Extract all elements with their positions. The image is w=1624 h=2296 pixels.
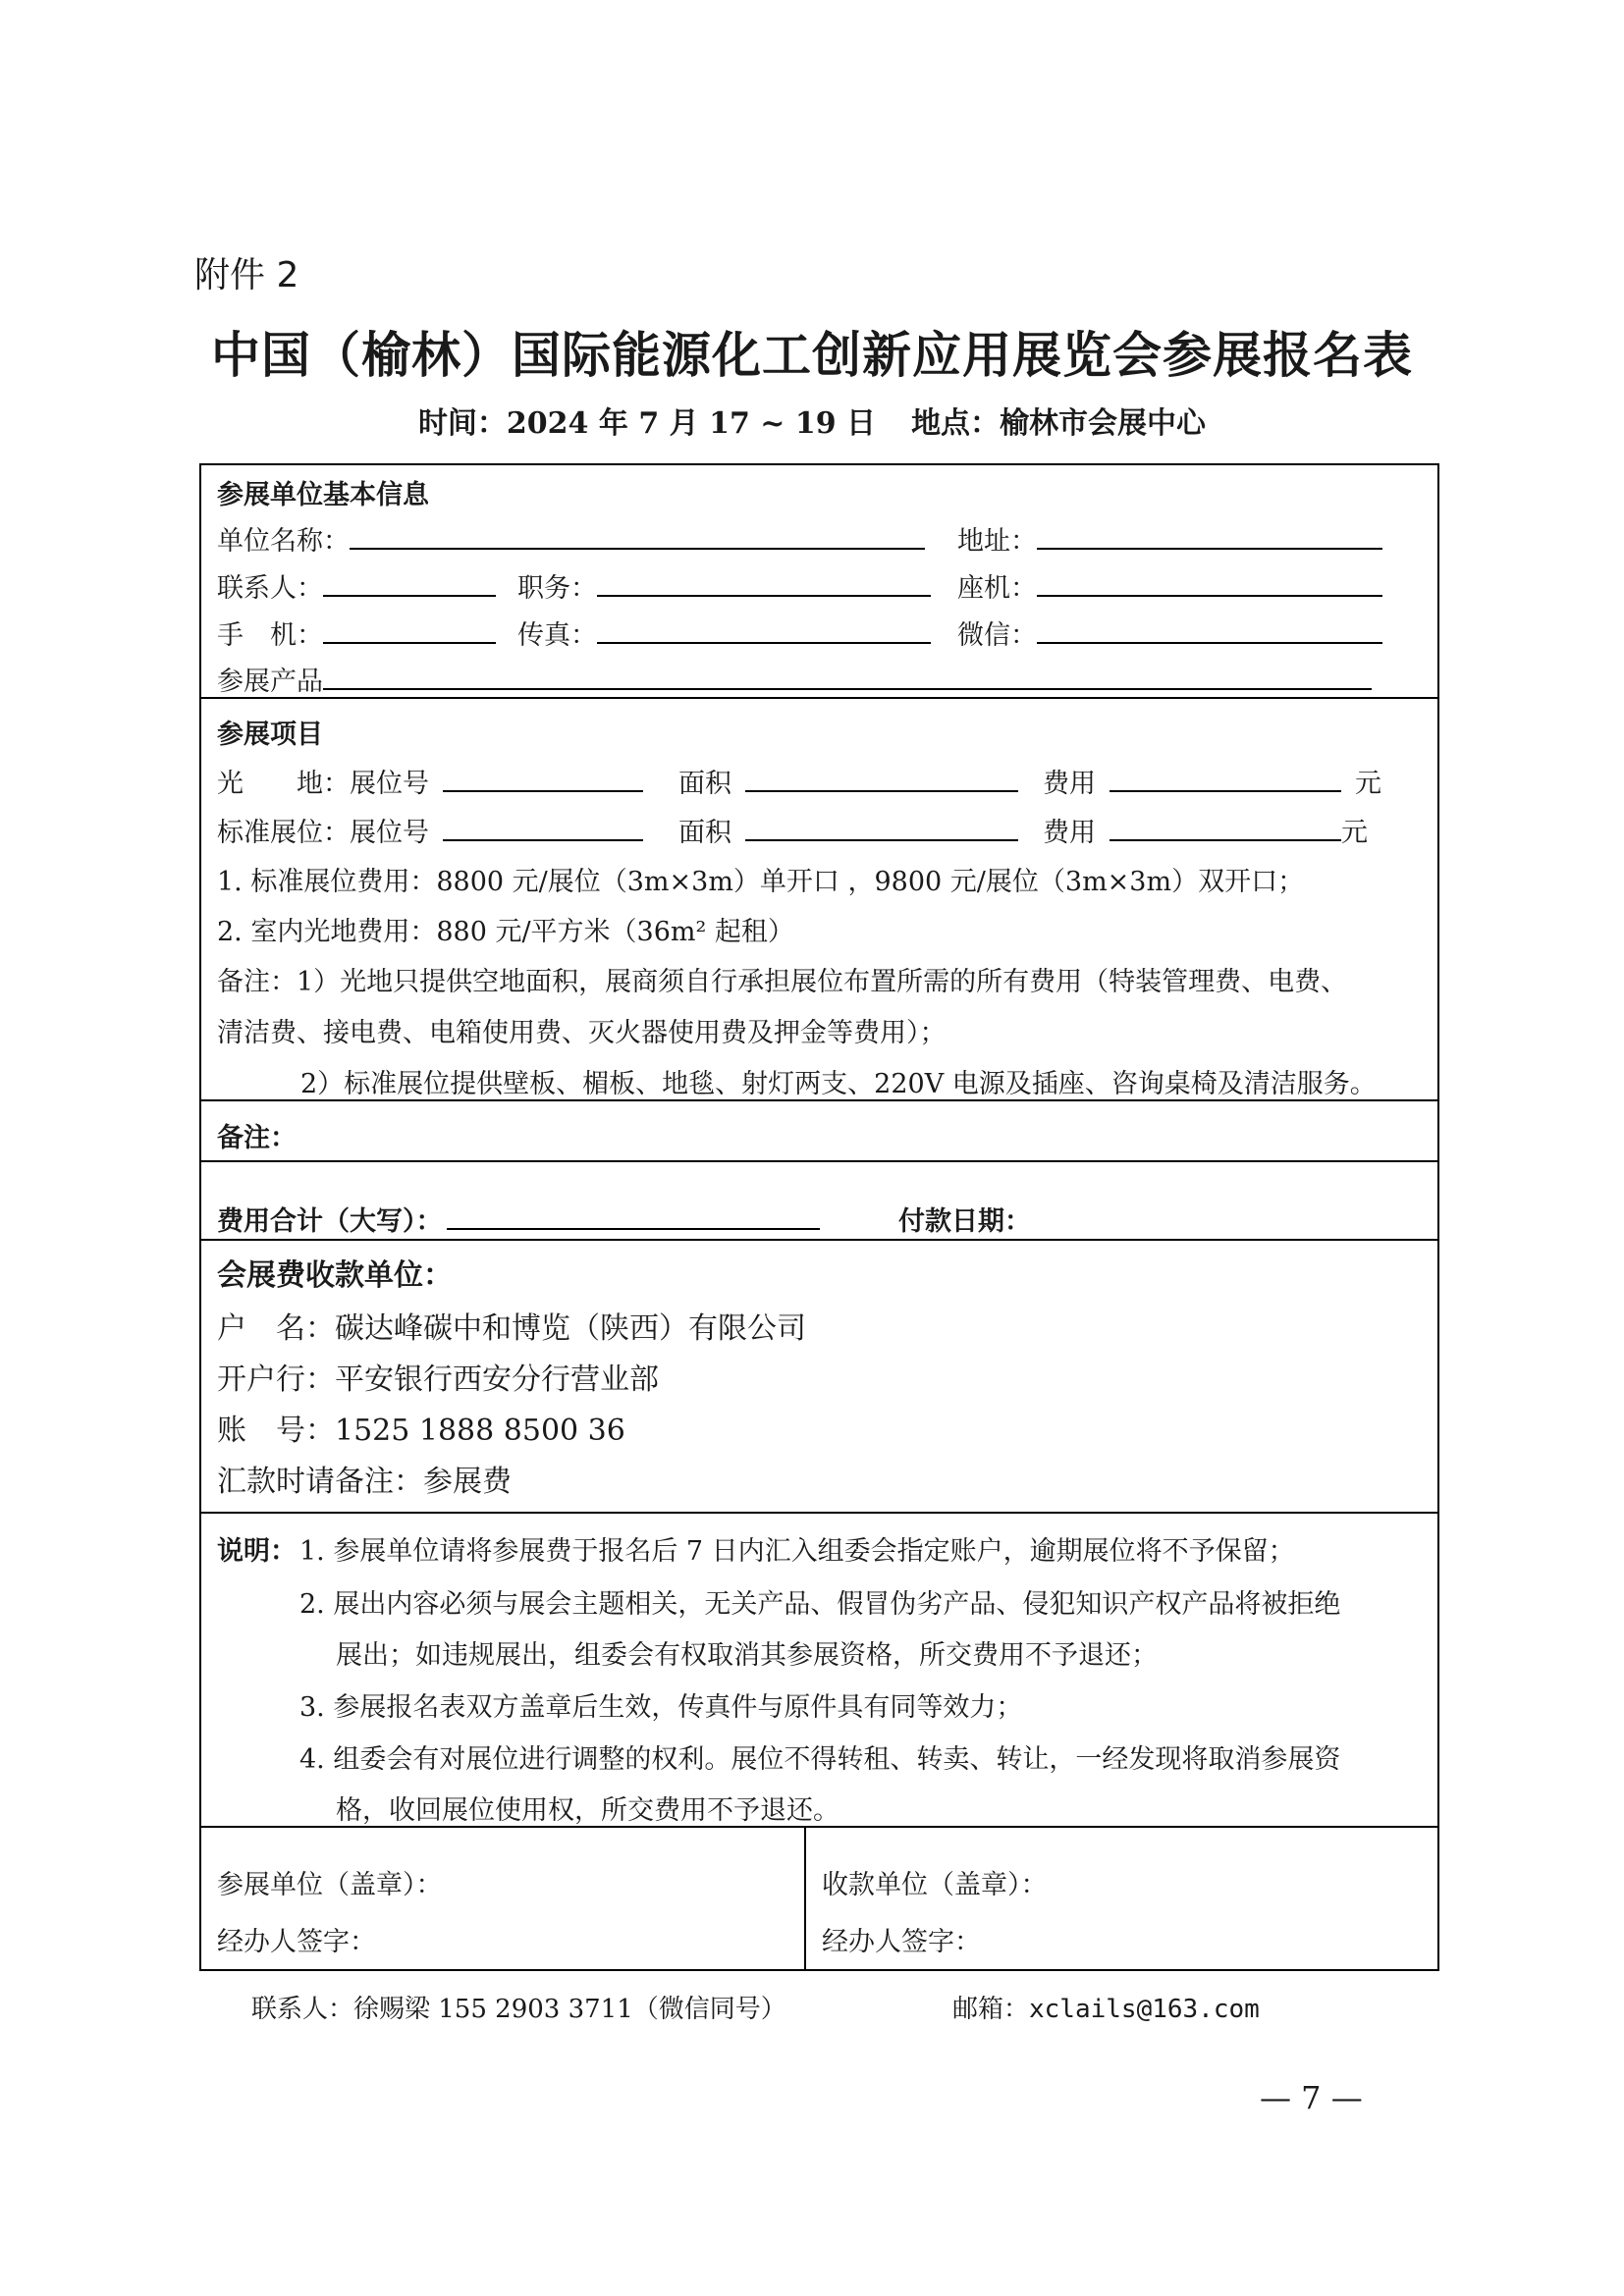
exhibitor-agent: 经办人签字： [217,1927,376,1957]
position-label: 职务： [517,573,597,604]
wechat-row [957,614,1382,652]
mobile-row [217,614,496,652]
wechat-field[interactable] [1037,618,1382,644]
standard-yuan: 元 [1341,818,1368,848]
unit-name-label: 单位名称： [217,526,350,557]
basic-info-heading: 参展单位基本信息 [217,480,429,510]
payment-date-label: 付款日期： [898,1206,1031,1237]
address-field[interactable] [1037,524,1382,550]
total-label: 费用合计（大写）： [217,1206,443,1237]
fax-field[interactable] [597,618,931,644]
raw-space-fee-label: 费用 [1043,769,1096,799]
position-field[interactable] [597,571,931,597]
raw-space-fee-field[interactable] [1110,767,1341,792]
standard-area-field[interactable] [745,816,1018,841]
standard-area-label: 面积 [678,818,731,848]
basic-info-section [201,465,1437,699]
fee-note-1: 1. 标准展位费用：8800 元/展位（3m×3m）单开口 ，9800 元/展位（3m×3m）双开口； [217,867,1305,897]
products-field[interactable] [323,665,1372,690]
standard-fee-field[interactable] [1110,816,1341,841]
remarks-section [201,1101,1437,1162]
signature-section [201,1828,1437,1969]
signature-divider [804,1828,806,1969]
landline-label: 座机： [957,573,1037,604]
instruction-3: 3. 参展报名表双方盖章后生效，传真件与原件具有同等效力； [299,1692,1023,1723]
payee-seal: 收款单位（盖章）： [822,1870,1048,1900]
address-row [957,519,1382,558]
remarks-label: 备注： [217,1123,297,1153]
unit-name-row [217,519,925,558]
remark-1b: 清洁费、接电费、电箱使用费、灭火器使用费及押金等费用）； [217,1018,947,1048]
items-section [201,699,1437,1101]
total-field[interactable] [447,1204,820,1230]
attachment-label: 附件 2 [194,255,299,295]
wechat-label: 微信： [957,620,1037,651]
contact-row [217,566,496,605]
raw-space-booth-field[interactable] [443,767,643,792]
standard-fee-row [1043,811,1368,849]
remittance-memo: 汇款时请备注：参展费 [217,1465,512,1499]
standard-fee-label: 费用 [1043,818,1096,848]
event-time: 时间：2024 年 7 月 17 ~ 19 日 [417,406,877,441]
total-row [217,1200,820,1238]
account-number: 账 号：1525 1888 8500 36 [217,1414,625,1448]
standard-booth-field[interactable] [443,816,643,841]
registration-form [199,463,1439,1971]
standard-booth-row [217,811,643,849]
contact-field[interactable] [323,571,496,597]
position-row [517,566,931,605]
contact-label: 联系人： [217,573,323,604]
mobile-label: 手 机： [217,620,323,651]
footer-contact: 联系人：徐赐梁 155 2903 3711（微信同号） [251,1995,786,2024]
remark-1a: 备注：1）光地只提供空地面积，展商须自行承担展位布置所需的所有费用（特装管理费、电费、 [217,967,1348,997]
address-label: 地址： [957,526,1037,557]
standard-area-row [678,811,1018,849]
raw-space-area-field[interactable] [745,767,1018,792]
form-title: 中国（榆林）国际能源化工创新应用展览会参展报名表 [211,327,1413,384]
instructions-section [201,1514,1437,1828]
payee-section [201,1241,1437,1514]
event-info [0,399,1624,442]
fax-row [517,614,931,652]
instruction-2b: 展出；如违规展出，组委会有权取消其参展资格，所交费用不予退还； [336,1640,1158,1671]
raw-space-yuan: 元 [1355,769,1381,799]
raw-space-row [217,762,643,800]
instructions-label: 说明： [217,1536,297,1567]
standard-booth-label: 标准展位：展位号 [217,818,429,848]
account-name: 户 名：碳达峰碳中和博览（陕西）有限公司 [217,1311,806,1346]
footer-email[interactable]: 邮箱：xclails@163.com [952,1995,1260,2024]
landline-field[interactable] [1037,571,1382,597]
products-row [217,660,1372,698]
products-label: 参展产品 [217,667,323,697]
instruction-2a: 2. 展出内容必须与展会主题相关，无关产品、假冒伪劣产品、侵犯知识产权产品将被拒绝 [299,1589,1341,1620]
page-number: — 7 — [1260,2079,1363,2116]
raw-space-area-label: 面积 [678,769,731,799]
bank-name: 开户行：平安银行西安分行营业部 [217,1362,659,1397]
payee-heading: 会展费收款单位： [217,1258,453,1293]
instruction-4b: 格，收回展位使用权，所交费用不予退还。 [336,1795,839,1826]
fax-label: 传真： [517,620,597,651]
raw-space-area-row [678,762,1018,800]
instruction-1: 1. 参展单位请将参展费于报名后 7 日内汇入组委会指定账户，逾期展位将不予保留； [299,1536,1295,1567]
raw-space-fee-row [1043,762,1381,800]
raw-space-label: 光 地：展位号 [217,769,429,799]
event-place: 地点：榆林市会展中心 [911,406,1207,441]
remark-2: 2）标准展位提供壁板、楣板、地毯、射灯两支、220V 电源及插座、咨询桌椅及清洁服务。 [300,1069,1377,1099]
total-section [201,1162,1437,1241]
exhibitor-seal: 参展单位（盖章）： [217,1870,443,1900]
landline-row [957,566,1382,605]
items-heading: 参展项目 [217,720,323,750]
instruction-4a: 4. 组委会有对展位进行调整的权利。展位不得转租、转卖、转让，一经发现将取消参展资 [299,1744,1341,1775]
mobile-field[interactable] [323,618,496,644]
unit-name-field[interactable] [350,524,925,550]
payee-agent: 经办人签字： [822,1927,981,1957]
fee-note-2: 2. 室内光地费用：880 元/平方米（36m² 起租） [217,917,794,947]
